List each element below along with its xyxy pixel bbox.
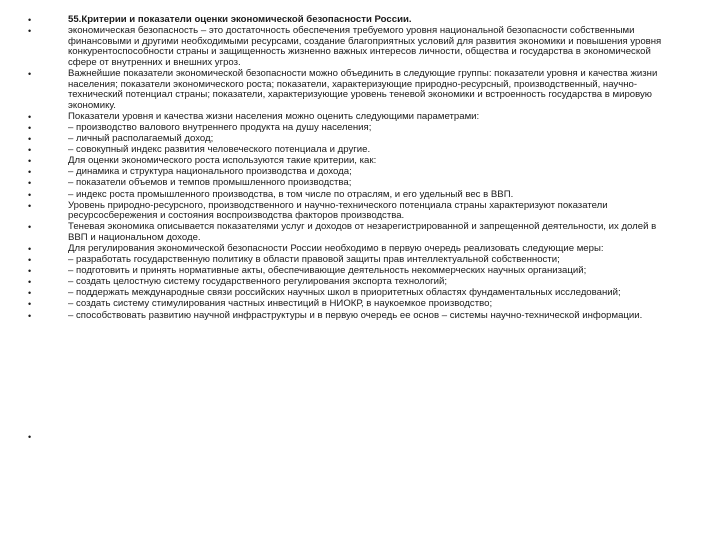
paragraph-text: Показатели уровня и качества жизни населения можно оценить следующими параметрами: <box>68 110 480 122</box>
list-item <box>28 167 678 178</box>
bullet-icon: • <box>28 26 32 37</box>
list-item <box>28 156 678 167</box>
paragraph-text: – динамика и структура национального производства и дохода; <box>68 166 352 178</box>
paragraph-text: экономическая безопасность – это достаточность обеспечения требуемого уровня национальной безопасности собственными финансовыми и другими необходимыми ресурсами, создание благоприятных условий для развития экономики и повышения уровня конкурентоспособности страны и защищенность жизненно важных интересов личности, общества и государства в экономической сфере от внутренних и внешних угроз. <box>68 25 662 68</box>
paragraph-text: – разработать государственную политику в области правовой защиты прав интеллектуальной собственности; <box>68 254 560 266</box>
paragraph-text: – подготовить и принять нормативные акты, обеспечивающие деятельность некоммерческих научных организаций; <box>68 265 587 277</box>
bullet-icon: • <box>28 310 32 321</box>
bullet-icon: • <box>28 255 32 266</box>
paragraph-text: Для регулирования экономической безопасности России необходимо в первую очередь реализовать следующие меры: <box>68 242 604 254</box>
paragraph-text: – личный располагаемый доход; <box>68 133 214 145</box>
empty-bullet-icon: • <box>28 432 32 442</box>
list-item <box>28 123 678 134</box>
paragraph-text: – производство валового внутреннего продукта на душу населения; <box>68 121 372 133</box>
list-item-heading <box>28 15 678 26</box>
bullet-icon: • <box>28 243 32 254</box>
bullet-icon: • <box>28 68 32 79</box>
paragraph-text: – индекс роста промышленного производства, в том числе по отраслям, и его удельный вес в ВВП. <box>68 188 514 200</box>
bullet-icon: • <box>28 288 32 299</box>
paragraph-text: – совокупный индекс развития человеческого потенциала и другие. <box>68 144 371 156</box>
bullet-icon: • <box>28 111 32 122</box>
bullet-icon: • <box>28 145 32 156</box>
bullet-list <box>28 15 678 322</box>
bullet-icon: • <box>28 277 32 288</box>
list-item <box>28 311 678 322</box>
bullet-icon: • <box>28 134 32 145</box>
paragraph-text: – способствовать развитию научной инфраструктуры и в первую очередь ее основ – системы научно-технической информации. <box>68 309 643 321</box>
bullet-icon: • <box>28 299 32 310</box>
list-item <box>28 277 678 288</box>
paragraph-text: Важнейшие показатели экономической безопасности можно объединить в следующие группы: показатели уровня и качества жизни населения; показатели экономического роста; показатели, характеризующие природно-ресурсный, производственный, научно-технический потенциал страны; показатели, характеризующие уровень теневой экономики и встроенность государства в мировую экономику. <box>68 67 658 111</box>
list-item <box>28 222 678 243</box>
list-item <box>28 266 678 277</box>
paragraph-text: Уровень природно-ресурсного, производственного и научно-технического потенциала страны характеризуют показатели ресурсосбережения и состояния воспроизводства факторов производства. <box>68 199 608 222</box>
bullet-icon: • <box>28 167 32 178</box>
bullet-icon: • <box>28 266 32 277</box>
list-item <box>28 244 678 255</box>
list-item <box>28 69 678 111</box>
bullet-icon: • <box>28 189 32 200</box>
list-item <box>28 178 678 189</box>
bullet-icon: • <box>28 178 32 189</box>
paragraph-text: Для оценки экономического роста используются такие критерии, как: <box>68 155 377 167</box>
paragraph-text: – поддержать международные связи российских научных школ в приоритетных областях фундаментальных исследований; <box>68 287 621 299</box>
list-item <box>28 112 678 123</box>
list-item <box>28 134 678 145</box>
bullet-icon: • <box>28 15 32 25</box>
bullet-icon: • <box>28 156 32 167</box>
list-item <box>28 145 678 156</box>
list-item <box>28 299 678 310</box>
paragraph-text: Теневая экономика описывается показателями услуг и доходов от незарегистрированной и запрещенной деятельности, их долей в ВВП и национальном доходе. <box>68 221 657 243</box>
paragraph-text: – показатели объемов и темпов промышленного производства; <box>68 177 352 189</box>
list-item <box>28 201 678 222</box>
bullet-icon: • <box>28 200 32 211</box>
bullet-icon: • <box>28 122 32 133</box>
paragraph-text: – создать целостную систему государственного регулирования экспорта технологий; <box>68 276 448 288</box>
section-title: 55.Критерии и показатели оценки экономической безопасности России. <box>68 14 412 25</box>
paragraph-text: – создать систему стимулирования частных инвестиций в НИОКР, в наукоемкое производство; <box>68 298 493 310</box>
bullet-icon: • <box>28 222 32 233</box>
list-item <box>28 255 678 266</box>
list-item <box>28 190 678 201</box>
list-item <box>28 26 678 68</box>
list-item <box>28 288 678 299</box>
